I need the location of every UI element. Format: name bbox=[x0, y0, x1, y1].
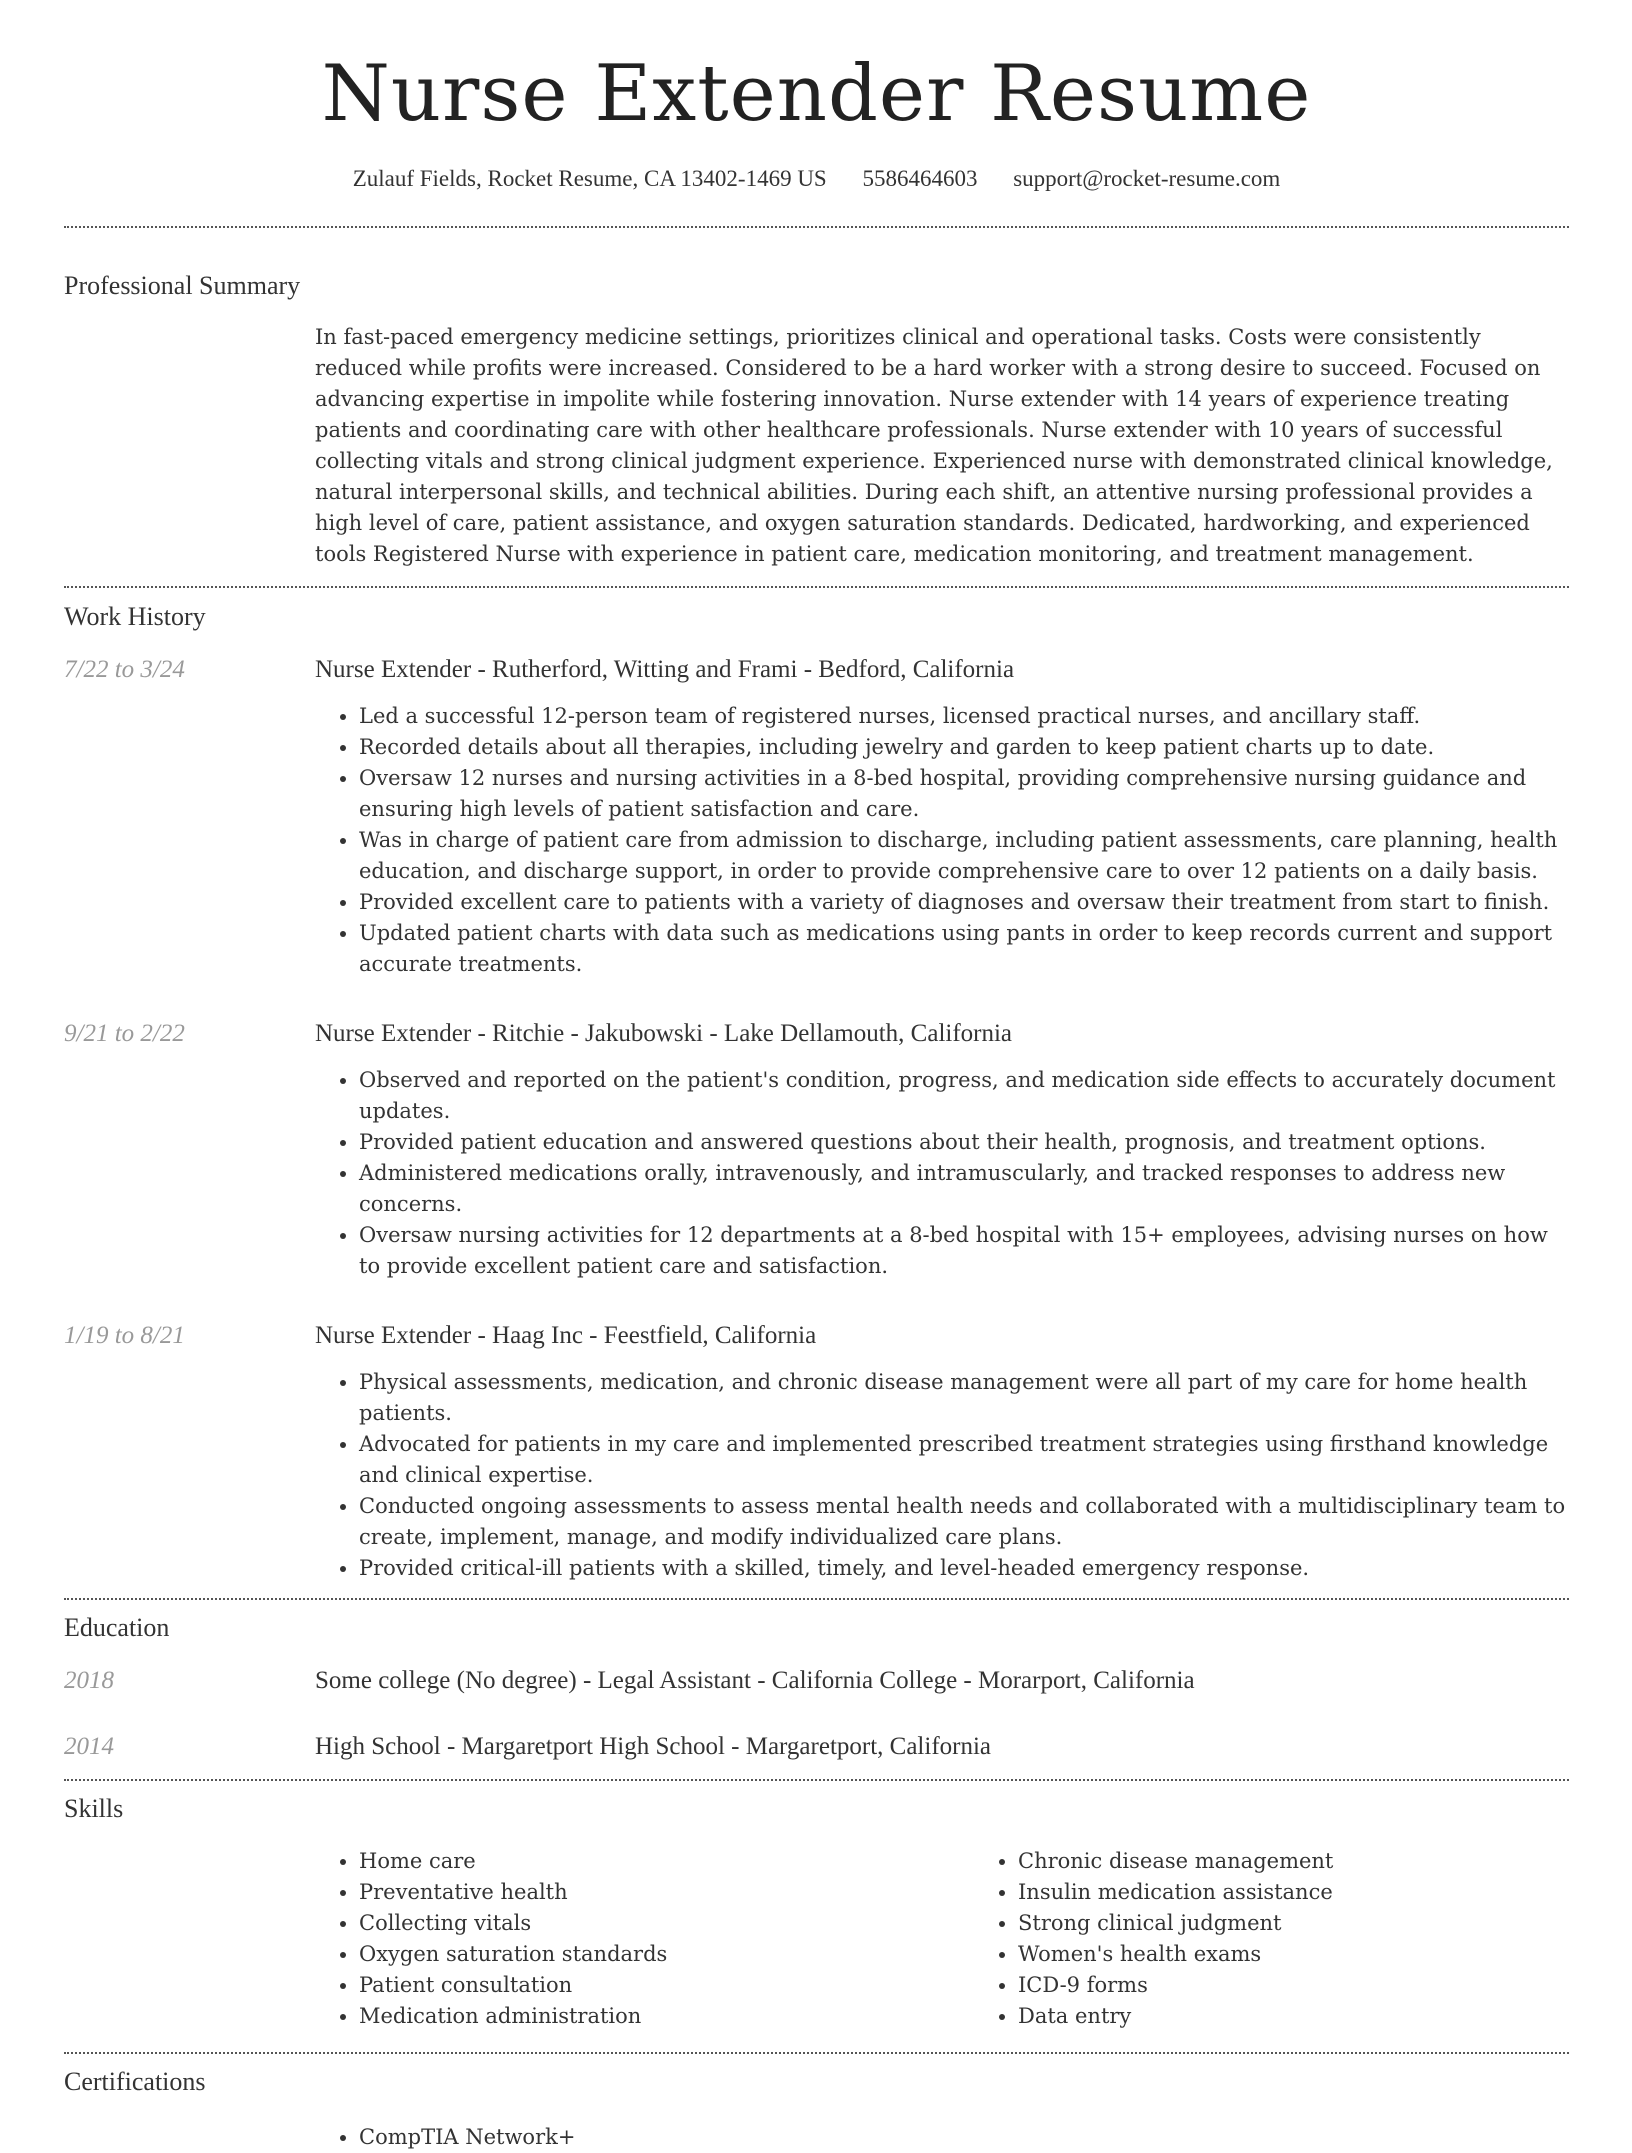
education-entry bbox=[64, 1733, 1569, 1761]
job-dates: 7/22 to 3/24 bbox=[64, 656, 185, 684]
job-bullets bbox=[315, 1065, 1569, 1282]
education-text: Some college (No degree) - Legal Assistant - California College - Morarport, California bbox=[315, 1667, 1195, 1695]
skill-item: • Oxygen saturation standards bbox=[359, 1939, 974, 1970]
section-heading-education: Education bbox=[64, 1613, 170, 1643]
skill-item: • Insulin medication assistance bbox=[1018, 1877, 1632, 1908]
job-entry bbox=[64, 1322, 1569, 1584]
list-item: • Advocated for patients in my care and implemented prescribed treatment strategies using firsthand knowledge and clinical expertise. bbox=[359, 1429, 1569, 1491]
job-title: Nurse Extender - Ritchie - Jakubowski - Lake Dellamouth, California bbox=[315, 1020, 1013, 1048]
contact-address: Zulauf Fields, Rocket Resume, CA 13402-1469 US bbox=[352, 165, 827, 191]
skill-item: • ICD-9 forms bbox=[1018, 1970, 1632, 2001]
list-item: • Provided critical-ill patients with a skilled, timely, and level-headed emergency response. bbox=[359, 1553, 1569, 1584]
skills-row bbox=[64, 1846, 1569, 2032]
divider bbox=[64, 1779, 1569, 1781]
list-item: • Observed and reported on the patient's condition, progress, and medication side effects to accurately document updates. bbox=[359, 1065, 1569, 1127]
skill-item: • Collecting vitals bbox=[359, 1908, 974, 1939]
section-heading-certifications: Certifications bbox=[64, 2067, 206, 2097]
skills-list-left bbox=[315, 1846, 974, 2032]
job-title: Nurse Extender - Haag Inc - Feestfield, California bbox=[315, 1322, 817, 1350]
job-dates: 1/19 to 8/21 bbox=[64, 1322, 185, 1350]
resume-title: Nurse Extender Resume bbox=[321, 49, 1312, 139]
job-entry bbox=[64, 1020, 1569, 1282]
skill-item: • Data entry bbox=[1018, 2001, 1632, 2032]
resume-page bbox=[64, 0, 1569, 2153]
summary-text: In fast-paced emergency medicine settings, prioritizes clinical and operational tasks. Costs were consistently reduced while profits were increased. Considered to be a hard worker with a strong desire to succeed. Focused on advancing expertise in impolite while fostering innovation. Nurse extender with 14 years of experience treating patients and coordinating care with other healthcare professionals. Nurse extender with 10 years of successful collecting vitals and strong clinical judgment experience. Experienced nurse with demonstrated clinical knowledge, natural interpersonal skills, and technical abilities. During each shift, an attentive nursing professional provides a high level of care, patient assistance, and oxygen saturation standards. Dedicated, hardworking, and experienced tools Registered Nurse with experience in patient care, medication monitoring, and treatment management. bbox=[315, 324, 1553, 566]
certifications-row bbox=[64, 2122, 1569, 2153]
skill-item: • Chronic disease management bbox=[1018, 1846, 1632, 1877]
job-bullets bbox=[315, 701, 1569, 980]
skill-item: • Women's health exams bbox=[1018, 1939, 1632, 1970]
contact-line bbox=[64, 166, 1569, 192]
job-dates: 9/21 to 2/22 bbox=[64, 1020, 185, 1048]
divider bbox=[64, 586, 1569, 588]
list-item: • Oversaw 12 nurses and nursing activities in a 8-bed hospital, providing comprehensive nursing guidance and ensuring high levels of patient satisfaction and care. bbox=[359, 763, 1569, 825]
contact-email: support@rocket-resume.com bbox=[1013, 165, 1281, 191]
skill-item: • Home care bbox=[359, 1846, 974, 1877]
contact-phone: 5586464603 bbox=[862, 165, 978, 191]
list-item: • Conducted ongoing assessments to assess mental health needs and collaborated with a multidisciplinary team to create, implement, manage, and modify individualized care plans. bbox=[359, 1491, 1569, 1553]
section-heading-summary: Professional Summary bbox=[64, 270, 301, 300]
list-item: • Was in charge of patient care from admission to discharge, including patient assessments, care planning, health education, and discharge support, in order to provide comprehensive care to over 12 patients on a daily basis. bbox=[359, 825, 1569, 887]
list-item: • Administered medications orally, intravenously, and intramuscularly, and tracked responses to address new concerns. bbox=[359, 1158, 1569, 1220]
skill-item: • Medication administration bbox=[359, 2001, 974, 2032]
list-item: • Physical assessments, medication, and chronic disease management were all part of my care for home health patients. bbox=[359, 1367, 1569, 1429]
job-entry bbox=[64, 656, 1569, 980]
skill-item: • Preventative health bbox=[359, 1877, 974, 1908]
divider bbox=[64, 226, 1569, 228]
education-year: 2014 bbox=[64, 1733, 114, 1761]
divider bbox=[64, 2052, 1569, 2054]
skill-item: • Strong clinical judgment bbox=[1018, 1908, 1632, 1939]
job-title: Nurse Extender - Rutherford, Witting and Frami - Bedford, California bbox=[315, 656, 1015, 684]
summary-row bbox=[64, 322, 1569, 570]
education-text: High School - Margaretport High School - Margaretport, California bbox=[315, 1733, 992, 1761]
skills-list-right bbox=[974, 1846, 1632, 2032]
list-item: • Provided excellent care to patients with a variety of diagnoses and oversaw their treatment from start to finish. bbox=[359, 887, 1569, 918]
certification-item: • CompTIA Network+ bbox=[359, 2122, 1569, 2153]
skill-item: • Patient consultation bbox=[359, 1970, 974, 2001]
list-item: • Updated patient charts with data such as medications using pants in order to keep records current and support accurate treatments. bbox=[359, 918, 1569, 980]
job-bullets bbox=[315, 1367, 1569, 1584]
list-item: • Led a successful 12-person team of registered nurses, licensed practical nurses, and ancillary staff. bbox=[359, 701, 1569, 732]
education-entry bbox=[64, 1667, 1569, 1695]
list-item: • Provided patient education and answered questions about their health, prognosis, and treatment options. bbox=[359, 1127, 1569, 1158]
list-item: • Oversaw nursing activities for 12 departments at a 8-bed hospital with 15+ employees, advising nurses on how to provide excellent patient care and satisfaction. bbox=[359, 1220, 1569, 1282]
section-heading-skills: Skills bbox=[64, 1794, 124, 1824]
list-item: • Recorded details about all therapies, including jewelry and garden to keep patient charts up to date. bbox=[359, 732, 1569, 763]
education-year: 2018 bbox=[64, 1667, 114, 1695]
divider bbox=[64, 1598, 1569, 1600]
section-heading-work: Work History bbox=[64, 601, 206, 631]
certifications-list bbox=[315, 2122, 1569, 2153]
